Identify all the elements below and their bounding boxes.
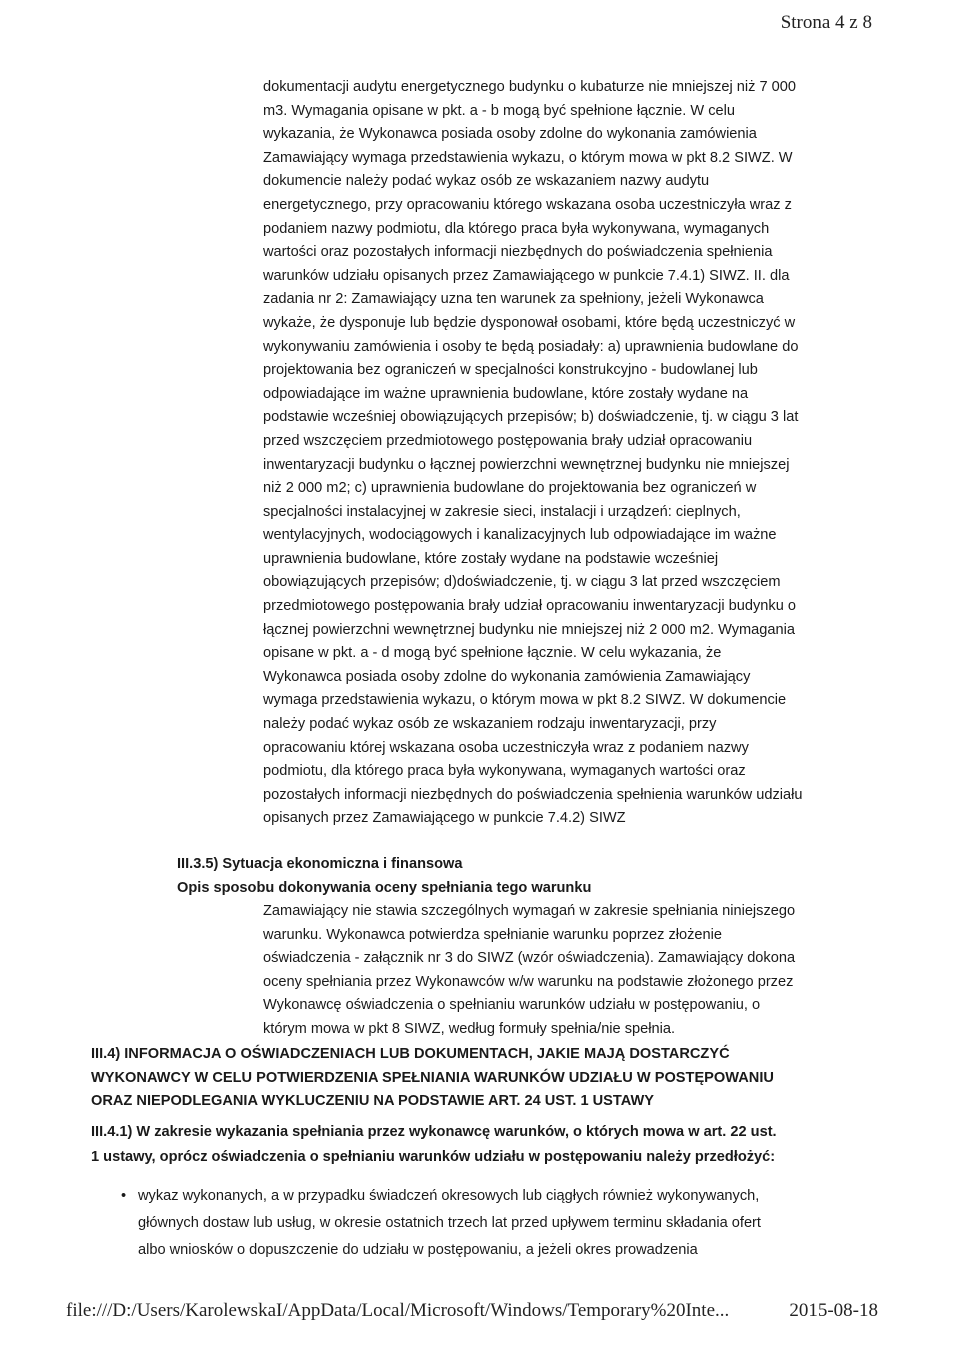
- section-subtitle: Opis sposobu dokonywania oceny spełniania tego warunku: [177, 879, 592, 896]
- text-line: projektowania bez ograniczeń w specjalności konstrukcyjno - budowlanej lub: [263, 362, 758, 379]
- text-line: opisane w pkt. a - d mogą być spełnione łącznie. W celu wykazania, że: [263, 645, 722, 662]
- text-line: dokumencie należy podać wykaz osób ze wskazaniem nazwy audytu: [263, 173, 710, 190]
- text-line: przed wszczęciem przedmiotowego postępowania brały udział opracowaniu: [263, 432, 753, 449]
- requirements-paragraph: [263, 76, 863, 831]
- section-heading: [177, 853, 877, 900]
- text-line: energetycznego, przy opracowaniu którego wskazana osoba uczestniczyła wraz z: [263, 196, 792, 213]
- text-line: inwentaryzacji budynku o łącznej powierzchni wewnętrznej budynku nie mniejszej: [263, 456, 790, 473]
- subsection-heading: [91, 1120, 871, 1169]
- heading-line: ORAZ NIEPODLEGANIA WYKLUCZENIU NA PODSTAWIE ART. 24 UST. 1 USTAWY: [91, 1093, 654, 1110]
- text-line: przedmiotowego postępowania brały udział opracowaniu inwentaryzacji budynku o: [263, 598, 796, 615]
- text-line: podmiotu, dla którego praca była wykonywana, wymaganych wartości oraz: [263, 763, 746, 780]
- text-line: wartości oraz pozostałych informacji niezbędnych do poświadczenia spełnienia: [263, 244, 773, 261]
- text-line: Wykonawcę oświadczenia o spełnianiu warunków udziału w postępowaniu, o: [263, 997, 761, 1014]
- text-line: obowiązujących przepisów; d)doświadczenie, tj. w ciągu 3 lat przed wszczęciem: [263, 574, 781, 591]
- text-line: Zamawiający wymaga przedstawienia wykazu, o którym mowa w pkt 8.2 SIWZ. W: [263, 149, 793, 166]
- text-line: wykaże, że dysponuje lub będzie dysponował osobami, które będą uczestniczyć w: [263, 314, 796, 331]
- text-line: Zamawiający nie stawia szczególnych wymagań w zakresie spełniania niniejszego: [263, 903, 796, 919]
- text-line: podstawie wcześniej obowiązujących przepisów; b) doświadczenie, tj. w ciągu 3 lat: [263, 409, 799, 426]
- text-line: wentylacyjnych, wodociągowych i kanalizacyjnych lub odpowiadające im ważne: [263, 527, 777, 544]
- text-line: podaniem nazwy podmiotu, dla którego praca była wykonywana, wymaganych: [263, 220, 770, 237]
- text-line: wykazania, że Wykonawca posiada osoby zdolne do wykonania zamówienia: [263, 126, 757, 143]
- text-line: wykaz wykonanych, a w przypadku świadczeń okresowych lub ciągłych również wykonywanych,: [138, 1188, 760, 1204]
- text-line: niż 2 000 m2; c) uprawnienia budowlane do projektowania bez ograniczeń w: [263, 480, 757, 497]
- text-line: którym mowa w pkt 8 SIWZ, według formuły spełnia/nie spełnia.: [263, 1020, 676, 1037]
- text-line: opisanych przez Zamawiającego w punkcie 7.4.2) SIWZ: [263, 810, 626, 827]
- text-line: uprawnienia budowlane, które zostały wydane na podstawie wcześniej: [263, 550, 719, 567]
- economic-condition-paragraph: [263, 900, 863, 1042]
- text-line: oceny spełniania przez Wykonawców w/w warunku na podstawie złożonego przez: [263, 973, 794, 990]
- text-line: głównych dostaw lub usług, w okresie ostatnich trzech lat przed upływem terminu składania ofert: [138, 1215, 761, 1231]
- footer-date: 2015-08-18: [789, 1300, 878, 1321]
- text-line: wymaga przedstawienia wykazu, o którym mowa w pkt 8.2 SIWZ. W dokumencie: [263, 692, 787, 709]
- page-number: Strona 4 z 8: [780, 12, 872, 33]
- subsection-line: III.4.1) W zakresie wykazania spełniania przez wykonawcę warunków, o których mowa w art. 22 ust.: [91, 1124, 777, 1140]
- heading-line: WYKONAWCY W CELU POTWIERDZENIA SPEŁNIANIA WARUNKÓW UDZIAŁU W POSTĘPOWANIU: [91, 1069, 774, 1086]
- bullet-list: [118, 1183, 848, 1264]
- list-item: [118, 1183, 848, 1264]
- subsection-line: 1 ustawy, oprócz oświadczenia o spełnianiu warunków udziału w postępowaniu należy przedłożyć:: [91, 1148, 776, 1165]
- text-line: warunków udziału opisanych przez Zamawiającego w punkcie 7.4.1) SIWZ. II. dla: [263, 267, 790, 284]
- text-line: opracowaniu której wskazana osoba uczestniczyła wraz z podaniem nazwy: [263, 739, 749, 756]
- text-line: specjalności instalacyjnej w zakresie sieci, instalacji i urządzeń: cieplnych,: [263, 503, 741, 520]
- text-line: warunku. Wykonawca potwierdza spełnianie warunku poprzez złożenie: [263, 926, 723, 943]
- documents-heading: [91, 1043, 871, 1114]
- footer-file-path: file:///D:/Users/KarolewskaI/AppData/Local/Microsoft/Windows/Temporary%20Inte...: [66, 1300, 730, 1321]
- text-line: pozostałych informacji niezbędnych do poświadczenia spełnienia warunków udziału: [263, 786, 803, 803]
- heading-line: III.4) INFORMACJA O OŚWIADCZENIACH LUB DOKUMENTACH, JAKIE MAJĄ DOSTARCZYĆ: [91, 1046, 730, 1062]
- bullet-icon: •: [121, 1188, 127, 1204]
- text-line: oświadczenia - załącznik nr 3 do SIWZ (wzór oświadczenia). Zamawiający dokona: [263, 950, 796, 967]
- text-line: należy podać wykaz osób ze wskazaniem rodzaju inwentaryzacji, przy: [263, 716, 717, 733]
- section-title: III.3.5) Sytuacja ekonomiczna i finansowa: [177, 856, 463, 872]
- text-line: albo wniosków o dopuszczenie do udziału w postępowaniu, a jeżeli okres prowadzenia: [138, 1242, 698, 1258]
- text-line: wykonywaniu zamówienia i osoby te będą posiadały: a) uprawnienia budowlane do: [263, 338, 799, 355]
- text-line: łącznej powierzchni wewnętrznej budynku nie mniejszej niż 2 000 m2. Wymagania: [263, 621, 795, 638]
- text-line: m3. Wymagania opisane w pkt. a - b mogą być spełnione łącznie. W celu: [263, 102, 735, 119]
- text-line: Wykonawca posiada osoby zdolne do wykonania zamówienia Zamawiający: [263, 668, 751, 685]
- text-line: odpowiadające im ważne uprawnienia budowlane, które zostały wydane na: [263, 385, 749, 402]
- text-line: zadania nr 2: Zamawiający uzna ten warunek za spełniony, jeżeli Wykonawca: [263, 291, 764, 308]
- text-line: dokumentacji audytu energetycznego budynku o kubaturze nie mniejszej niż 7 000: [263, 79, 797, 95]
